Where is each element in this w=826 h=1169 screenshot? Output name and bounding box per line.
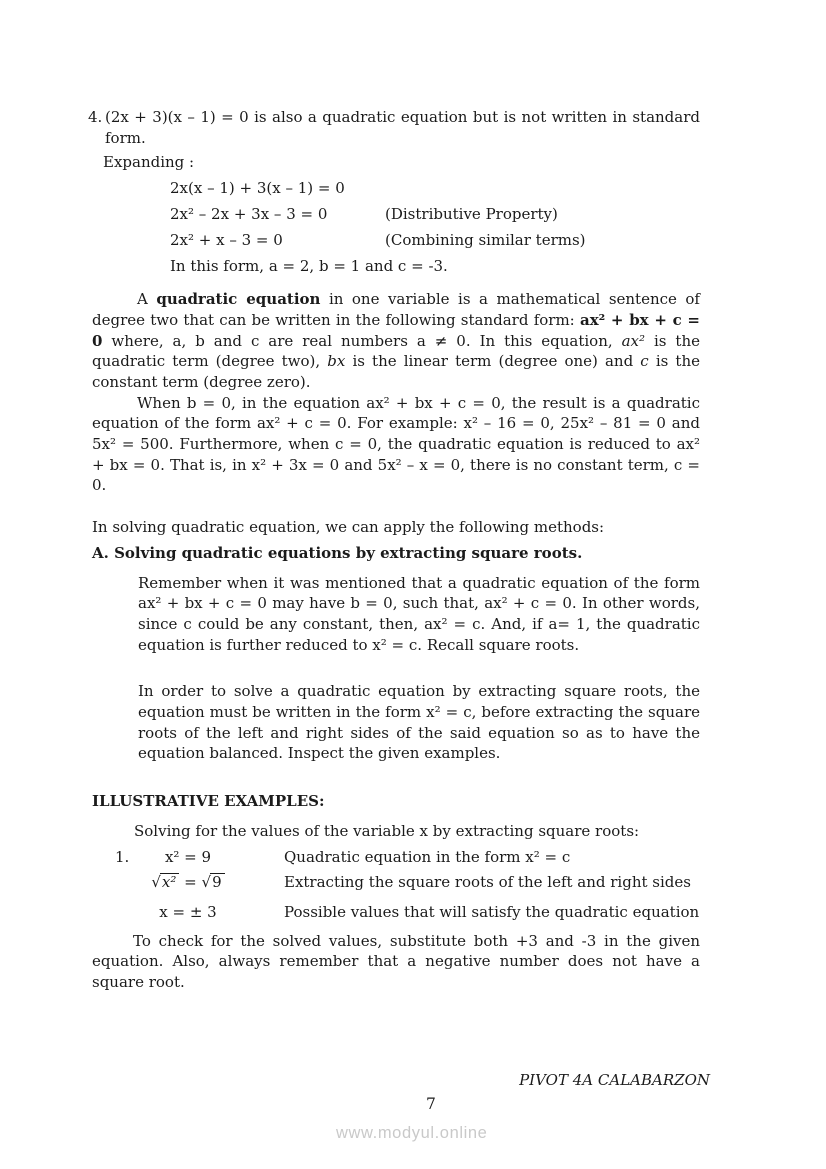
equation-row	[88, 256, 700, 282]
equation-note: (Distributive Property)	[385, 205, 558, 224]
math-var-ax2: ax²	[621, 331, 646, 350]
example-description: Quadratic equation in the form x² = c	[284, 847, 571, 866]
remember-paragraph: Remember when it was mentioned that a quadratic equation of the form ax² + bx + c = 0 may have b = 0, such that, ax² + c = 0. In other words, since c could be any constant, then, ax² = c. And, if a= 1, the quadratic equation is further reduced to x² = c. Recall square roots.	[138, 573, 700, 654]
radical-sign: √	[151, 872, 161, 891]
equation-row	[88, 204, 700, 230]
example-row-3	[88, 902, 700, 927]
definition-text: is the constant term (degree zero).	[92, 352, 700, 391]
example-1	[88, 847, 700, 927]
solving-line: Solving for the values of the variable x by extracting square roots:	[134, 821, 640, 840]
equation: 2x² + x – 3 = 0	[170, 231, 283, 250]
example-equation: x = ± 3	[159, 902, 217, 921]
equation-row	[88, 178, 700, 204]
radicand-x2: x²	[160, 873, 179, 891]
when-b0-paragraph: When b = 0, in the equation ax² + bx + c = 0, the result is a quadratic equation of the form ax² + c = 0. For example: x² – 16 = 0, 25x² – 81 = 0 and 5x² = 500. Furthermore, when c = 0, the quadratic equation is reduced to ax² + bx = 0. That is, in x² + 3x = 0 and 5x² – x = 0, there is no constant term, c = 0.	[92, 393, 700, 495]
sqrt-left	[151, 872, 179, 893]
bold-standard-form: ax² + bx + c = 0	[92, 310, 700, 350]
radicand-9: 9	[210, 873, 225, 891]
definition-text: in one variable is a mathematical sentence of degree two that can be written in the following standard form:	[92, 290, 700, 329]
watermark: www.modyul.online	[336, 1124, 488, 1142]
example-equation: x² = 9	[164, 847, 212, 866]
equation: 2x² – 2x + 3x – 3 = 0	[170, 205, 328, 224]
sqrt-right	[202, 872, 225, 893]
equation: 2x(x – 1) + 3(x – 1) = 0	[170, 179, 345, 198]
expanding-label: Expanding :	[103, 153, 195, 172]
check-paragraph: To check for the solved values, substitute both +3 and -3 in the given equation. Also, always remember that a negative number does not have a square root.	[92, 931, 700, 991]
document-page-content	[88, 107, 700, 993]
page-number: 7	[426, 1095, 436, 1113]
example-row-2	[88, 872, 700, 902]
list-item-4	[88, 107, 700, 148]
equals-sign: =	[184, 872, 197, 891]
math-var-c: c	[640, 352, 649, 371]
in-order-paragraph: In order to solve a quadratic equation by extracting square roots, the equation must be written in the form x² = c, before extracting the square roots of the left and right sides of the said equation so as to have the equation balanced. Inspect the given examples.	[138, 682, 700, 763]
illustrative-examples-heading: ILLUSTRATIVE EXAMPLES:	[92, 792, 325, 811]
definition-text: A	[137, 290, 157, 309]
example-description: Possible values that will satisfy the quadratic equation	[284, 902, 700, 921]
footer-brand: PIVOT 4A CALABARZON	[519, 1071, 710, 1089]
equation-conclusion: In this form, a = 2, b = 1 and c = -3.	[170, 257, 448, 276]
equation-note: (Combining similar terms)	[385, 231, 586, 250]
definition-paragraph	[92, 289, 700, 393]
example-description: Extracting the square roots of the left and right sides	[284, 872, 691, 891]
radical-expression	[128, 872, 248, 893]
definition-text: where, a, b and c are real numbers a ≠ 0. In this equation,	[102, 331, 622, 350]
example-row-1	[88, 847, 700, 872]
equation-row	[88, 230, 700, 256]
list-item-text: (2x + 3)(x – 1) = 0 is also a quadratic equation but is not written in standard form.	[105, 108, 700, 147]
definition-text: is the quadratic term (degree two),	[92, 331, 700, 371]
solving-intro: In solving quadratic equation, we can apply the following methods:	[92, 518, 605, 537]
example-number: 1.	[115, 847, 130, 866]
equation-block	[88, 178, 700, 282]
bold-term-quadratic-equation: quadratic equation	[156, 290, 321, 309]
method-a-heading: A. Solving quadratic equations by extracting square roots.	[92, 543, 583, 562]
definition-text: is the linear term (degree one) and	[345, 352, 641, 371]
radical-sign: √	[201, 872, 212, 891]
list-item-number: 4.	[88, 108, 103, 126]
math-var-bx: bx	[327, 352, 346, 371]
